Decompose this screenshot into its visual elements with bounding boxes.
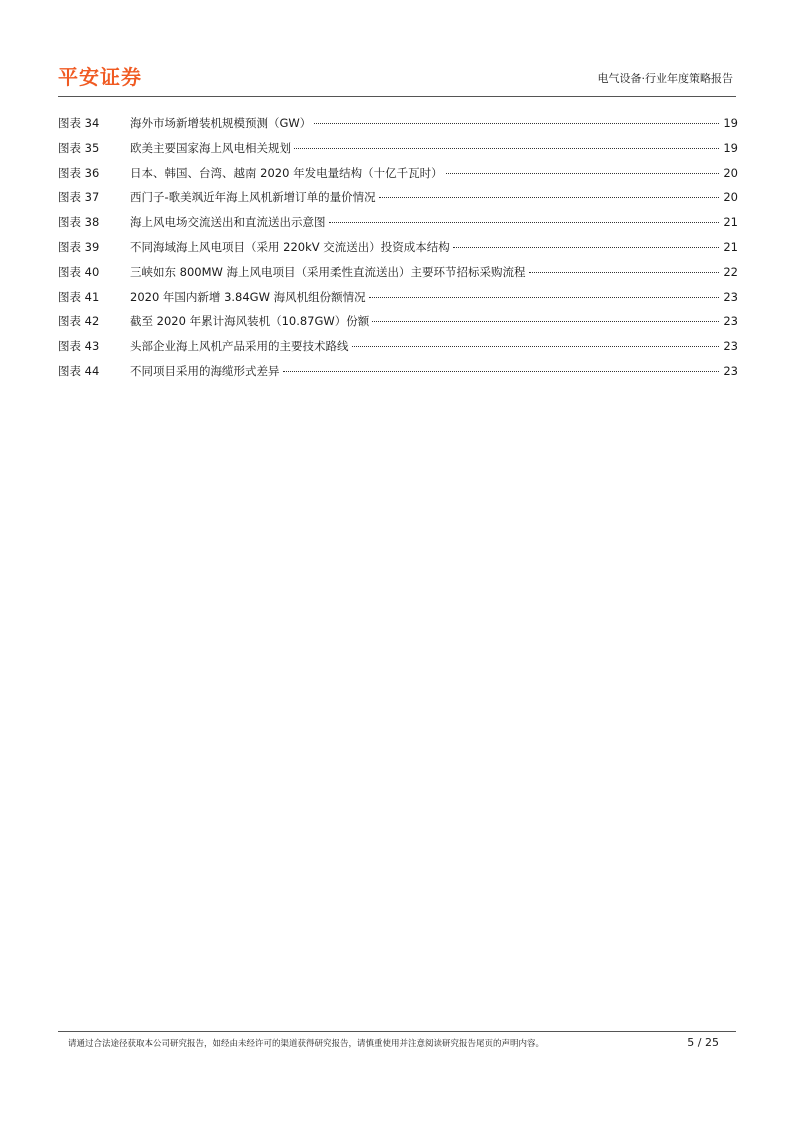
toc-entry-page: 19 bbox=[723, 140, 738, 155]
toc-entry-title: 不同项目采用的海缆形式差异 bbox=[130, 363, 280, 378]
dot-leader bbox=[283, 371, 720, 372]
toc-entry[interactable] bbox=[58, 212, 738, 237]
toc-entry-page: 19 bbox=[723, 116, 738, 130]
toc-entry-label: 图表 42 bbox=[58, 314, 100, 329]
toc-entry-label: 图表 39 bbox=[58, 239, 100, 254]
toc-entry[interactable] bbox=[58, 163, 738, 188]
dot-leader bbox=[529, 272, 719, 273]
toc-entry[interactable] bbox=[58, 311, 738, 336]
toc-entry-title: 头部企业海上风机产品采用的主要技术路线 bbox=[130, 339, 349, 354]
dot-leader bbox=[453, 247, 719, 248]
toc-entry-label: 图表 37 bbox=[58, 190, 100, 205]
footer-divider bbox=[58, 1031, 736, 1032]
toc-entry-page: 21 bbox=[723, 215, 738, 230]
toc-entry-title: 截至 2020 年累计海风装机（10.87GW）份额 bbox=[130, 314, 370, 329]
footer-disclaimer: 请通过合法途径获取本公司研究报告，如经由未经许可的渠道获得研究报告，请慎重使用并注意阅读研究报告尾页的声明内容。 bbox=[68, 1039, 545, 1049]
toc-entry-label: 图表 38 bbox=[58, 215, 100, 230]
toc-entry[interactable] bbox=[58, 113, 738, 138]
dot-leader bbox=[352, 346, 720, 347]
report-type: 电气设备·行业年度策略报告 bbox=[597, 72, 733, 85]
toc-entry-page: 21 bbox=[723, 239, 738, 254]
page-number: 5 / 25 bbox=[687, 1036, 719, 1049]
company-logo: 平安证券 bbox=[58, 65, 142, 89]
toc-entry[interactable] bbox=[58, 336, 738, 361]
toc-entry-title: 欧美主要国家海上风电相关规划 bbox=[130, 140, 291, 155]
toc-entry-label: 图表 40 bbox=[58, 264, 100, 279]
toc-entry-title: 三峡如东 800MW 海上风电项目（采用柔性直流送出）主要环节招标采购流程 bbox=[130, 264, 526, 279]
toc-entry-label: 图表 34 bbox=[58, 116, 100, 130]
toc-entry-page: 20 bbox=[723, 165, 738, 180]
toc-entry-title: 西门子-歌美飒近年海上风机新增订单的量价情况 bbox=[130, 190, 376, 205]
toc-entry-label: 图表 43 bbox=[58, 339, 100, 354]
toc-entry[interactable] bbox=[58, 262, 738, 287]
toc-entry-page: 23 bbox=[723, 363, 738, 378]
dot-leader bbox=[314, 123, 719, 124]
toc-entry-page: 20 bbox=[723, 190, 738, 205]
toc-entry-label: 图表 36 bbox=[58, 165, 100, 180]
toc-entry-page: 23 bbox=[723, 289, 738, 304]
dot-leader bbox=[329, 222, 720, 223]
toc-entry-page: 23 bbox=[723, 339, 738, 354]
dot-leader bbox=[372, 321, 719, 322]
toc-entry-page: 22 bbox=[723, 264, 738, 279]
toc-entry[interactable] bbox=[58, 187, 738, 212]
toc-entry-title: 海外市场新增装机规模预测（GW） bbox=[130, 116, 312, 130]
page-header bbox=[58, 64, 735, 96]
toc-entry-title: 不同海域海上风电项目（采用 220kV 交流送出）投资成本结构 bbox=[130, 239, 450, 254]
toc-entry[interactable] bbox=[58, 138, 738, 163]
toc-entry-label: 图表 35 bbox=[58, 140, 100, 155]
toc-entry[interactable] bbox=[58, 237, 738, 262]
dot-leader bbox=[369, 297, 719, 298]
toc-entry-title: 2020 年国内新增 3.84GW 海风机组份额情况 bbox=[130, 289, 366, 304]
toc-entry-title: 海上风电场交流送出和直流送出示意图 bbox=[130, 215, 326, 230]
dot-leader bbox=[446, 173, 719, 174]
dot-leader bbox=[294, 148, 719, 149]
toc-entry[interactable] bbox=[58, 361, 738, 386]
figure-index bbox=[58, 113, 738, 386]
dot-leader bbox=[379, 197, 719, 198]
toc-entry-page: 23 bbox=[723, 314, 738, 329]
toc-entry-label: 图表 44 bbox=[58, 363, 100, 378]
toc-entry-label: 图表 41 bbox=[58, 289, 100, 304]
toc-entry[interactable] bbox=[58, 287, 738, 312]
header-divider bbox=[58, 96, 736, 97]
toc-entry-title: 日本、韩国、台湾、越南 2020 年发电量结构（十亿千瓦时） bbox=[130, 165, 443, 180]
